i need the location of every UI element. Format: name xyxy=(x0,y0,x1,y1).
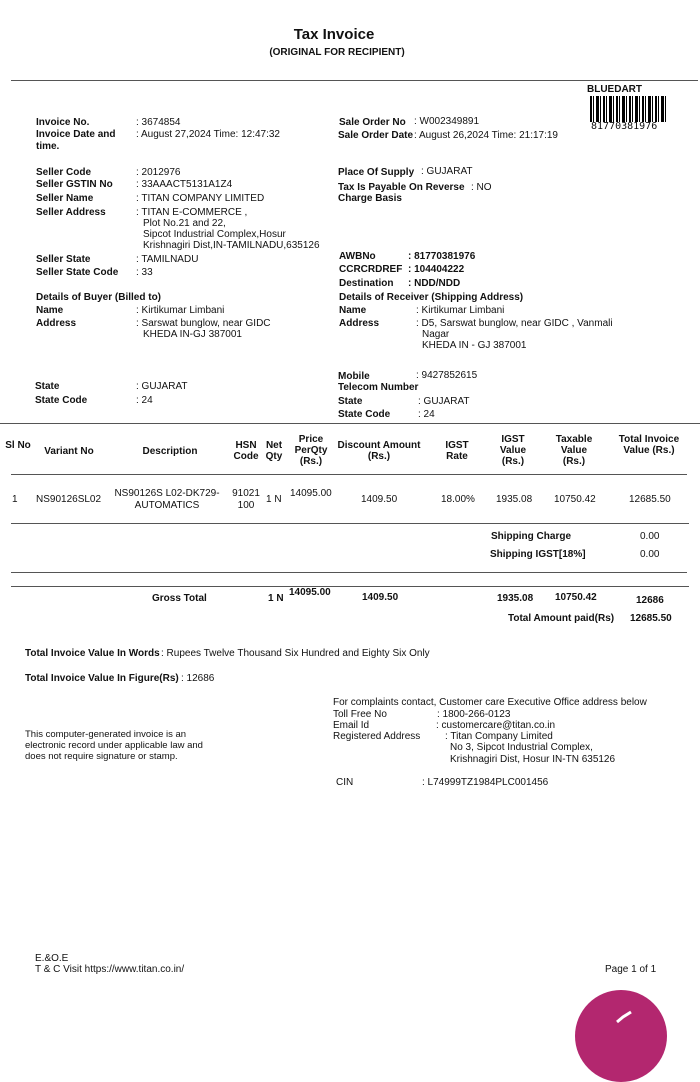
verified-badge-icon xyxy=(575,990,667,1082)
seller-address-line: : TITAN E-COMMERCE , xyxy=(136,207,248,218)
receiver-state-code-value: : 24 xyxy=(418,409,435,420)
shipping-igst-label: Shipping IGST[18%] xyxy=(490,549,586,560)
table-top-border xyxy=(0,423,700,424)
disclaimer-line: does not require signature or stamp. xyxy=(25,751,178,762)
footer-terms: T & C Visit https://www.titan.co.in/ xyxy=(35,964,185,975)
sale-order-label: Sale Order No xyxy=(339,117,406,128)
seller-gstin-label: Seller GSTIN No xyxy=(36,179,113,190)
sale-order-value: : W002349891 xyxy=(414,116,480,127)
gross-total-discount: 1409.50 xyxy=(362,592,399,603)
seller-code-value: : 2012976 xyxy=(136,167,181,178)
gross-total-price: 14095.00 xyxy=(289,587,331,598)
buyer-address-line: : Sarswat bunglow, near GIDC xyxy=(136,318,271,329)
cin-value: : L74999TZ1984PLC001456 xyxy=(422,777,549,788)
table-cell-qty: 1 N xyxy=(266,494,282,505)
table-cell-igst-rate: 18.00% xyxy=(441,494,475,505)
footer-eoe: E.&O.E xyxy=(35,953,69,964)
receiver-name-label: Name xyxy=(339,305,367,316)
table-cell-sl: 1 xyxy=(12,494,18,505)
col-header-discount: Discount Amount (Rs.) xyxy=(337,440,421,462)
table-cell-total: 12685.50 xyxy=(629,494,671,505)
seller-address-line: Plot No.21 and 22, xyxy=(143,218,226,229)
sale-order-date-label: Sale Order Date xyxy=(338,130,414,141)
seller-name-value: : TITAN COMPANY LIMITED xyxy=(136,193,265,204)
barcode-number: 81770381976 xyxy=(591,121,658,132)
destination-value: : NDD/NDD xyxy=(408,278,461,289)
col-header-hsn: HSN Code xyxy=(233,440,259,462)
table-cell-discount: 1409.50 xyxy=(361,494,398,505)
seller-code-label: Seller Code xyxy=(36,167,92,178)
total-words-label: Total Invoice Value In Words xyxy=(25,648,160,659)
col-header-igst-rate: IGST Rate xyxy=(445,440,469,462)
table-cell-price: 14095.00 xyxy=(290,488,332,499)
buyer-name-label: Name xyxy=(36,305,64,316)
registered-address-label: Registered Address xyxy=(333,731,421,742)
col-header-qty: Net Qty xyxy=(265,440,283,462)
buyer-state-label: State xyxy=(35,381,60,392)
gross-total-label: Gross Total xyxy=(152,593,207,604)
seller-state-label: Seller State xyxy=(36,254,91,265)
mobile-label: Mobile xyxy=(338,371,370,382)
total-figure-value: : 12686 xyxy=(181,673,215,684)
buyer-heading: Details of Buyer (Billed to) xyxy=(36,292,162,303)
amount-paid-value: 12685.50 xyxy=(630,613,672,624)
col-header-price: Price PerQty (Rs.) xyxy=(294,434,328,467)
registered-address-line: Krishnagiri Dist, Hosur IN-TN 635126 xyxy=(450,754,616,765)
receiver-state-code-label: State Code xyxy=(338,409,391,420)
divider xyxy=(11,586,689,587)
awb-value: : 81770381976 xyxy=(408,251,476,262)
ccrcr-label: CCRCRDREF xyxy=(339,264,403,275)
table-row-border xyxy=(11,523,689,524)
divider xyxy=(11,572,687,573)
invoice-no-value: : 3674854 xyxy=(136,117,181,128)
destination-label: Destination xyxy=(339,278,394,289)
ccrcr-value: : 104404222 xyxy=(408,264,465,275)
seller-state-code-label: Seller State Code xyxy=(36,267,119,278)
invoice-no-label: Invoice No. xyxy=(36,117,90,128)
receiver-state-label: State xyxy=(338,396,363,407)
mobile-label-2: Telecom Number xyxy=(338,382,419,393)
awb-label: AWBNo xyxy=(339,251,376,262)
col-header-description: Description xyxy=(142,446,198,457)
registered-address-line: No 3, Sipcot Industrial Complex, xyxy=(450,742,593,753)
seller-address-label: Seller Address xyxy=(36,207,106,218)
page-number: Page 1 of 1 xyxy=(605,964,657,975)
buyer-address-label: Address xyxy=(36,318,77,329)
buyer-address-line: KHEDA IN-GJ 387001 xyxy=(143,329,242,340)
shipping-charge-value: 0.00 xyxy=(640,531,660,542)
barcode-image xyxy=(590,96,666,122)
table-header-border xyxy=(11,474,687,475)
buyer-name-value: : Kirtikumar Limbani xyxy=(136,305,225,316)
col-header-total: Total Invoice Value (Rs.) xyxy=(618,434,680,456)
email-value: : customercare@titan.co.in xyxy=(436,720,556,731)
seller-address-line: Krishnagiri Dist,IN-TAMILNADU,635126 xyxy=(143,240,320,251)
receiver-address-line: KHEDA IN - GJ 387001 xyxy=(422,340,527,351)
invoice-date-value: : August 27,2024 Time: 12:47:32 xyxy=(136,129,280,140)
reverse-charge-value: : NO xyxy=(471,182,492,193)
buyer-state-value: : GUJARAT xyxy=(136,381,188,392)
sale-order-date-value: : August 26,2024 Time: 21:17:19 xyxy=(414,130,558,141)
col-header-variant: Variant No xyxy=(44,446,94,457)
col-header-taxable: Taxable Value (Rs.) xyxy=(555,434,593,467)
gross-total-value: 12686 xyxy=(636,595,664,606)
receiver-heading: Details of Receiver (Shipping Address) xyxy=(339,292,524,303)
table-cell-taxable: 10750.42 xyxy=(554,494,596,505)
amount-paid-label: Total Amount paid(Rs) xyxy=(508,613,615,624)
receiver-address-line: : D5, Sarswat bunglow, near GIDC , Vanmali xyxy=(416,318,613,329)
receiver-address-line: Nagar xyxy=(422,329,450,340)
courier-name: BLUEDART xyxy=(587,84,642,95)
buyer-state-code-label: State Code xyxy=(35,395,88,406)
cin-label: CIN xyxy=(336,777,354,788)
mobile-value: : 9427852615 xyxy=(416,370,478,381)
table-cell-hsn: 91021 100 xyxy=(232,488,260,511)
seller-gstin-value: : 33AAACT5131A1Z4 xyxy=(136,179,233,190)
reverse-charge-label: Tax Is Payable On Reverse xyxy=(338,182,465,193)
registered-address-line: : Titan Company Limited xyxy=(445,731,553,742)
gross-total-igst: 1935.08 xyxy=(497,593,534,604)
reverse-charge-label-2: Charge Basis xyxy=(338,193,402,204)
receiver-name-value: : Kirtikumar Limbani xyxy=(416,305,505,316)
col-header-sl: Sl No xyxy=(5,440,31,451)
total-figure-label: Total Invoice Value In Figure(Rs) xyxy=(25,673,179,684)
shipping-igst-value: 0.00 xyxy=(640,549,660,560)
col-header-igst-value: IGST Value (Rs.) xyxy=(499,434,527,467)
place-of-supply-label: Place Of Supply xyxy=(338,167,415,178)
divider xyxy=(11,80,698,81)
contact-intro: For complaints contact, Customer care Executive Office address below xyxy=(333,697,647,708)
email-label: Email Id xyxy=(333,720,370,731)
seller-name-label: Seller Name xyxy=(36,193,94,204)
page-title: Tax Invoice xyxy=(293,26,375,43)
place-of-supply-value: : GUJARAT xyxy=(421,166,473,177)
seller-state-value: : TAMILNADU xyxy=(136,254,199,265)
toll-free-value: : 1800-266-0123 xyxy=(437,709,511,720)
disclaimer-line: electronic record under applicable law and xyxy=(25,740,203,751)
page-subtitle: (ORIGINAL FOR RECIPIENT) xyxy=(269,47,405,58)
seller-state-code-value: : 33 xyxy=(136,267,153,278)
receiver-state-value: : GUJARAT xyxy=(418,396,470,407)
gross-total-taxable: 10750.42 xyxy=(555,592,597,603)
shipping-charge-label: Shipping Charge xyxy=(491,531,571,542)
table-cell-description: NS90126S L02-DK729-AUTOMATICS xyxy=(114,488,220,511)
invoice-date-label: Invoice Date and time. xyxy=(36,129,116,152)
buyer-state-code-value: : 24 xyxy=(136,395,153,406)
gross-total-qty: 1 N xyxy=(268,593,284,604)
table-cell-igst-value: 1935.08 xyxy=(496,494,533,505)
seller-address-line: Sipcot Industrial Complex,Hosur xyxy=(143,229,286,240)
disclaimer-line: This computer-generated invoice is an xyxy=(25,729,187,740)
table-cell-variant: NS90126SL02 xyxy=(36,494,102,505)
total-words-value: : Rupees Twelve Thousand Six Hundred and Eighty Six Only xyxy=(161,648,430,659)
toll-free-label: Toll Free No xyxy=(333,709,387,720)
receiver-address-label: Address xyxy=(339,318,380,329)
